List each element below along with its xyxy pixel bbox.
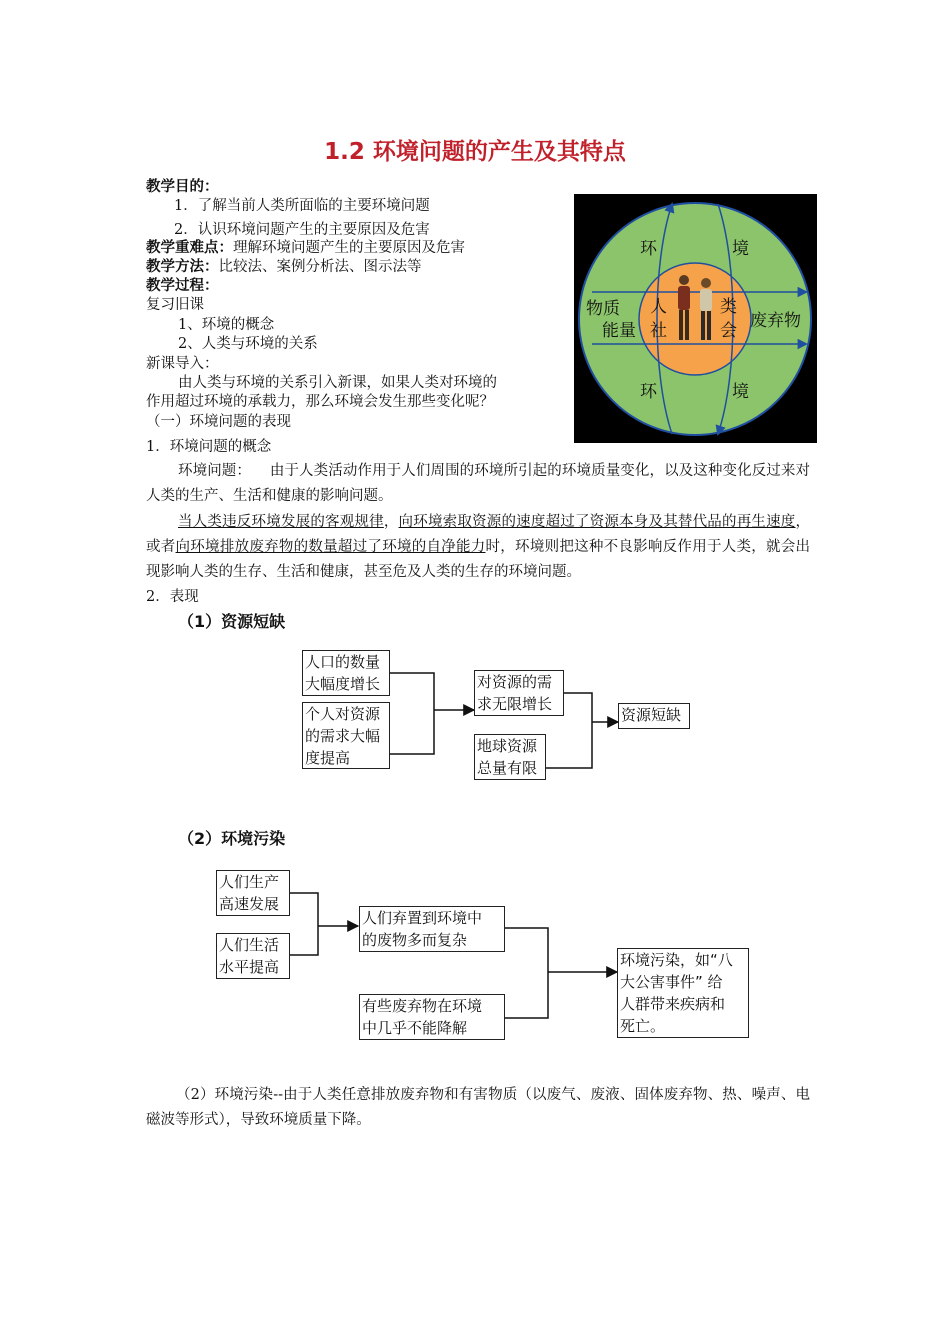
section-heading: （一）环境问题的表现 [146, 414, 291, 430]
ring-label: 环 [640, 382, 657, 402]
process-label: 教学过程： [146, 278, 219, 294]
flow-box: 人们生活 水平提高 [216, 933, 290, 979]
flow-box: 人们弃置到环境中 的废物多而复杂 [359, 906, 505, 952]
concept-heading: 1．环境问题的概念 [146, 439, 272, 455]
underlined-phrase: 向环境排放废弃物的数量超过了环境的自净能力 [175, 539, 486, 555]
key-points-text: 理解环境问题产生的主要原因及危害 [233, 240, 465, 256]
flow-box: 地球资源 总量有限 [474, 734, 546, 780]
society-label: 会 [720, 321, 737, 341]
input-label: 物质 [586, 299, 620, 319]
flow-box: 对资源的需 求无限增长 [474, 670, 564, 716]
page-title: 1.2 环境问题的产生及其特点 [324, 139, 626, 165]
key-points-label: 教学重难点： [146, 240, 233, 256]
review-label: 复习旧课 [146, 297, 204, 313]
intro-label: 新课导入： [146, 356, 219, 372]
explanation-text: 时，环境则把这种不良影响反作用于人类，就会出现影响人类的生存、生活和健康，甚至危及人类的生存的环境问题。 [146, 539, 811, 580]
methods-text: 比较法、案例分析法、图示法等 [218, 259, 422, 275]
flow-box: 环境污染，如“八 大公害事件” 给 人群带来疾病和 死亡。 [617, 948, 749, 1038]
ring-label: 环 [640, 239, 657, 259]
review-item: 2、人类与环境的关系 [178, 336, 318, 352]
intro-line: 由人类与环境的关系引入新课，如果人类对环境的 [178, 375, 497, 391]
objective-item: 2．认识环境问题产生的主要原因及危害 [174, 222, 430, 238]
society-label: 类 [720, 297, 737, 317]
underlined-phrase: 当人类违反环境发展的客观规律 [178, 514, 384, 530]
flow-box: 有些废弃物在环境 中几乎不能降解 [359, 994, 505, 1040]
flow-box: 人口的数量 大幅度增长 [302, 650, 390, 696]
flow-box: 人们生产 高速发展 [216, 870, 290, 916]
output-label: 废弃物 [750, 311, 801, 331]
pollution-definition: （2）环境污染--由于人类任意排放废弃物和有害物质（以废气、废液、固体废弃物、热、噪声、电磁波等形式），导致环境质量下降。 [146, 1087, 810, 1128]
shortage-heading: （1）资源短缺 [178, 612, 286, 631]
flow-box: 个人对资源 的需求大幅 度提高 [302, 702, 390, 769]
ring-label: 境 [732, 239, 749, 259]
manifest-heading: 2．表现 [146, 589, 199, 605]
intro-line: 作用超过环境的承载力，那么环境会发生那些变化呢？ [146, 394, 494, 410]
definition-term: 环境问题： [178, 463, 252, 479]
pollution-heading: （2）环境污染 [178, 829, 286, 848]
objectives-label: 教学目的： [146, 179, 219, 195]
input-label: 能量 [602, 321, 636, 341]
explanation-text: ，或者 [146, 514, 811, 555]
society-label: 人 [650, 297, 667, 317]
ring-label: 境 [732, 382, 749, 402]
explanation-text: ， [383, 514, 399, 530]
flow-box: 资源短缺 [618, 703, 690, 729]
methods-label: 教学方法： [146, 259, 219, 275]
definition-text: 由于人类活动作用于人们周围的环境所引起的环境质量变化，以及这种变化反过来对人类的生产、生活和健康的影响问题。 [146, 463, 811, 504]
review-item: 1、环境的概念 [178, 317, 275, 333]
objective-item: 1．了解当前人类所面临的主要环境问题 [174, 198, 430, 214]
society-label: 社 [650, 321, 667, 341]
underlined-phrase: 向环境索取资源的速度超过了资源本身及其替代品的再生速度 [398, 514, 796, 530]
